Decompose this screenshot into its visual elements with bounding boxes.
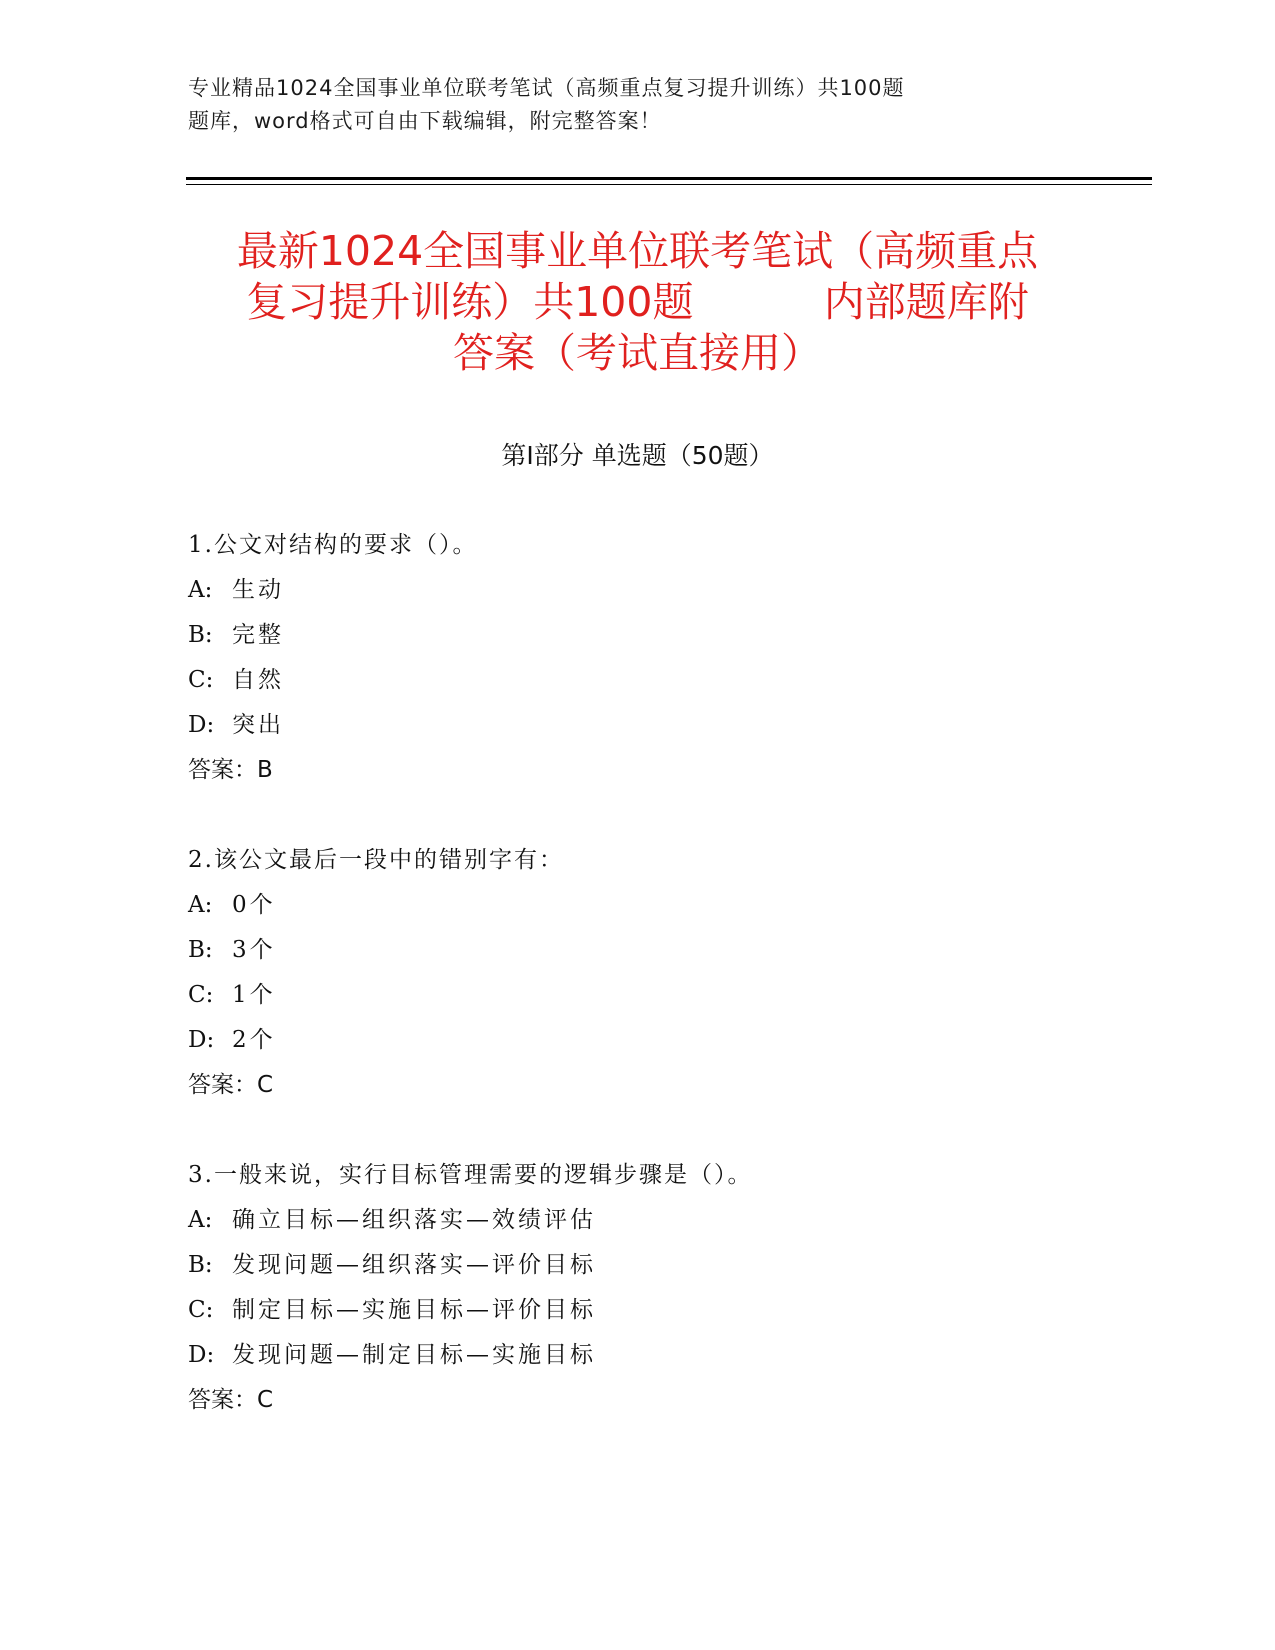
answer-line bbox=[188, 1070, 1088, 1115]
option-text: 自然 bbox=[232, 667, 284, 693]
header-rule-thick bbox=[186, 177, 1152, 180]
option-key: D: bbox=[188, 1342, 215, 1368]
option-key: C: bbox=[188, 667, 214, 693]
option-a bbox=[188, 1205, 1088, 1250]
option-key: B: bbox=[188, 937, 213, 963]
option-key: A: bbox=[188, 577, 213, 603]
title-line-3: 答案（考试直接用） bbox=[453, 329, 822, 377]
option-c bbox=[188, 665, 1088, 710]
header-note-line-2: 题库，word格式可自由下载编辑，附完整答案！ bbox=[188, 109, 662, 133]
option-d bbox=[188, 1340, 1088, 1385]
option-key: B: bbox=[188, 622, 213, 648]
answer-line bbox=[188, 755, 1088, 800]
option-key: D: bbox=[188, 1027, 215, 1053]
option-text: 制定目标—实施目标—评价目标 bbox=[232, 1297, 596, 1323]
option-c bbox=[188, 980, 1088, 1025]
header-note bbox=[188, 72, 1018, 138]
option-c bbox=[188, 1295, 1088, 1340]
answer-prefix: 答案： bbox=[188, 1072, 257, 1098]
header-note-line-1: 专业精品1024全国事业单位联考笔试（高频重点复习提升训练）共100题 bbox=[188, 76, 905, 100]
header-rule-thin bbox=[186, 184, 1152, 185]
answer-value: C bbox=[257, 1387, 274, 1413]
section-title: 第I部分 单选题（50题） bbox=[501, 441, 774, 470]
question-2 bbox=[188, 845, 1088, 1115]
option-key: D: bbox=[188, 712, 215, 738]
option-text: 发现问题—组织落实—评价目标 bbox=[232, 1252, 596, 1278]
answer-prefix: 答案： bbox=[188, 757, 257, 783]
question-stem: 1.公文对结构的要求（）。 bbox=[188, 532, 478, 558]
answer-value: B bbox=[257, 757, 273, 783]
option-key: A: bbox=[188, 892, 213, 918]
option-d bbox=[188, 1025, 1088, 1070]
question-stem: 3.一般来说，实行目标管理需要的逻辑步骤是（）。 bbox=[188, 1162, 753, 1188]
option-text: 生动 bbox=[232, 577, 284, 603]
answer-line bbox=[188, 1385, 1088, 1430]
document-title bbox=[150, 226, 1125, 379]
option-text: 2个 bbox=[232, 1027, 276, 1053]
option-key: B: bbox=[188, 1252, 213, 1278]
option-b bbox=[188, 1250, 1088, 1295]
option-a bbox=[188, 890, 1088, 935]
question-3 bbox=[188, 1160, 1088, 1430]
option-text: 1个 bbox=[232, 982, 276, 1008]
option-key: C: bbox=[188, 1297, 214, 1323]
answer-value: C bbox=[257, 1072, 274, 1098]
option-a bbox=[188, 575, 1088, 620]
option-text: 突出 bbox=[232, 712, 284, 738]
option-d bbox=[188, 710, 1088, 755]
option-key: C: bbox=[188, 982, 214, 1008]
option-text: 3个 bbox=[232, 937, 276, 963]
option-text: 确立目标—组织落实—效绩评估 bbox=[232, 1207, 596, 1233]
answer-prefix: 答案： bbox=[188, 1387, 257, 1413]
option-text: 完整 bbox=[232, 622, 284, 648]
title-line-1: 最新1024全国事业单位联考笔试（高频重点 bbox=[236, 227, 1039, 275]
option-text: 发现问题—制定目标—实施目标 bbox=[232, 1342, 596, 1368]
option-key: A: bbox=[188, 1207, 213, 1233]
question-stem: 2.该公文最后一段中的错别字有： bbox=[188, 847, 564, 873]
option-b bbox=[188, 935, 1088, 980]
question-1 bbox=[188, 530, 1088, 800]
option-b bbox=[188, 620, 1088, 665]
title-line-2: 复习提升训练）共100题 内部题库附 bbox=[246, 278, 1029, 326]
option-text: 0个 bbox=[232, 892, 276, 918]
